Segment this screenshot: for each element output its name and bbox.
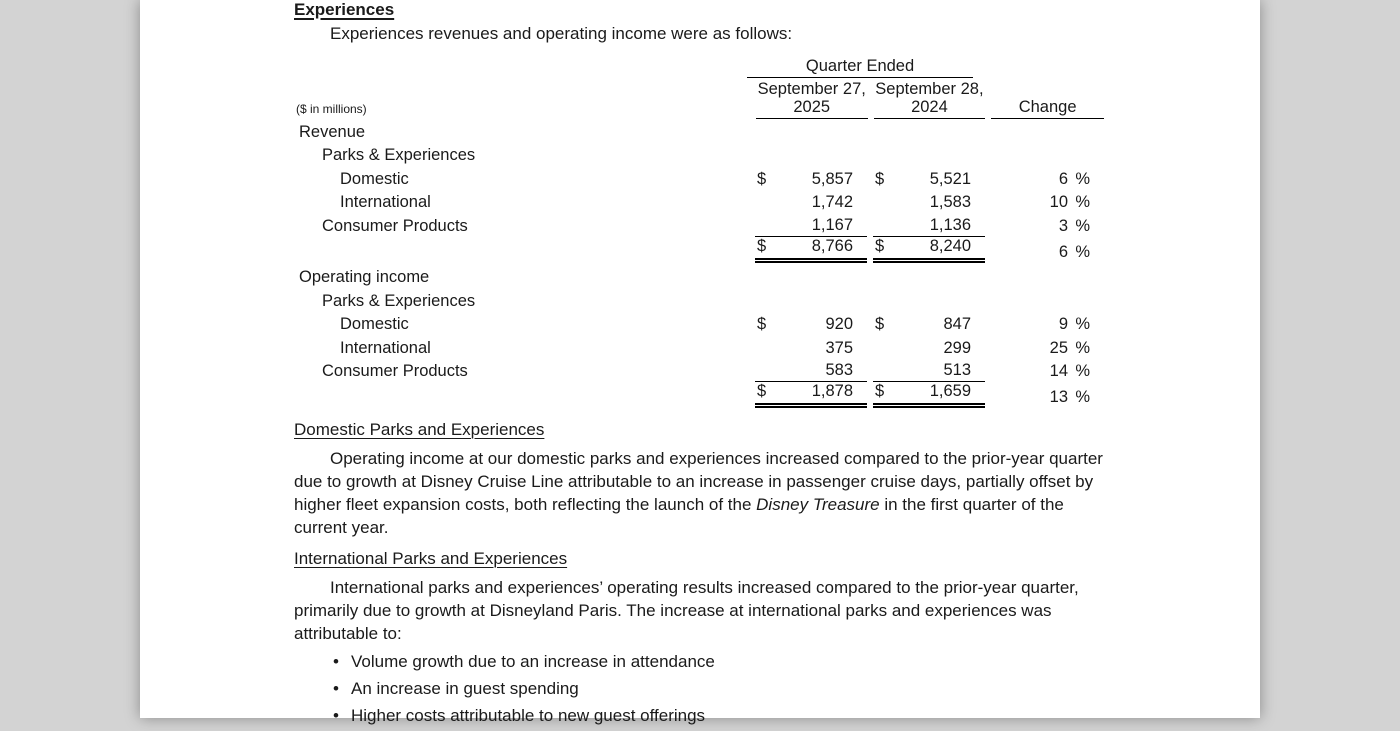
international-heading: International Parks and Experiences: [294, 549, 568, 568]
bullet-list: [294, 650, 1104, 727]
value-2025: 920: [825, 315, 853, 333]
change-value: 9: [1058, 315, 1068, 333]
table-row-oi-consumer-products: Consumer Products 583 513 14 %: [322, 361, 1090, 380]
table-header-row-dates: [294, 78, 1104, 119]
value-2025: 1,742: [811, 193, 853, 211]
international-paragraph: International parks and experiences’ operating results increased compared to the prior-year quarter, primarily due to growth at Disneyland Paris. The increase at international parks and experiences was attributable to:: [294, 578, 1079, 643]
dollar-sign: $: [757, 382, 767, 400]
percent-sign: %: [1075, 338, 1090, 357]
document-page: [140, 0, 1260, 725]
value-2025: 1,167: [811, 215, 853, 234]
percent-sign: %: [1075, 216, 1090, 235]
list-item: • Volume growth due to an increase in attendance: [333, 652, 715, 671]
table-row-oi-international: International 375 299 25 %: [340, 338, 1090, 357]
change-value: 3: [1058, 216, 1068, 235]
change-value: 6: [1058, 242, 1068, 261]
dollar-sign: $: [875, 169, 885, 188]
value-2024: 8,240: [929, 236, 971, 255]
list-item: • An increase in guest spending: [333, 679, 579, 698]
value-2025: 5,857: [811, 169, 853, 188]
value-2024: 299: [943, 338, 971, 357]
domestic-paragraph: Operating income at our domestic parks and experiences increased compared to the prior-year quarter due to growth at Disney Cruise Line attributable to an increase in passenger cruise days, partially offset by higher fleet expansion costs, both reflecting the launch of the Disney Treasure in the first quarter of the current year.: [294, 449, 1103, 537]
table-row-oi-total: [294, 382, 1104, 410]
table-row-revenue-total: [294, 237, 1104, 265]
value-2025: 1,878: [811, 382, 853, 400]
value-2024: 5,521: [929, 169, 971, 188]
quarter-ended-header: Quarter Ended: [747, 55, 973, 78]
change-value: 6: [1058, 169, 1068, 188]
change-value: 14: [1049, 362, 1068, 380]
change-value: 10: [1049, 193, 1068, 211]
italic-title: Disney Treasure: [756, 495, 880, 514]
value-2024: 1,583: [929, 193, 971, 211]
units-note: ($ in millions): [296, 102, 367, 116]
column-header-2025: September 27, 2025: [756, 80, 868, 119]
percent-sign: %: [1075, 242, 1090, 261]
dollar-sign: $: [875, 236, 885, 255]
table-row-operating-income: Operating income: [299, 268, 430, 286]
percent-sign: %: [1075, 362, 1090, 380]
table-header-row-quarter: [294, 53, 1104, 78]
table-row-revenue: Revenue: [299, 122, 366, 141]
bullet-icon: •: [333, 679, 339, 698]
intro-text: Experiences revenues and operating income were as follows:: [330, 24, 793, 43]
document-content: [294, 0, 1104, 731]
bullet-icon: •: [333, 706, 339, 725]
value-2025: 8,766: [811, 236, 853, 255]
value-2024: 1,659: [929, 382, 971, 400]
percent-sign: %: [1075, 193, 1090, 211]
value-2024: 847: [943, 315, 971, 333]
value-2025: 583: [825, 361, 853, 379]
financial-table: [294, 53, 1104, 410]
column-header-change: Change: [991, 98, 1104, 119]
percent-sign: %: [1075, 388, 1090, 406]
table-row-revenue-domestic: Domestic $ 5,857 $ 5,521 6 %: [340, 169, 1090, 188]
change-value: 13: [1049, 388, 1068, 406]
bullet-icon: •: [333, 652, 339, 671]
change-value: 25: [1049, 338, 1068, 357]
table-row-revenue-consumer-products: Consumer Products 1,167 1,136 3 %: [322, 215, 1090, 235]
column-header-2024: September 28, 2024: [874, 80, 986, 119]
section-heading: Experiences: [294, 0, 395, 19]
list-item: • Higher costs attributable to new guest offerings: [333, 706, 706, 725]
table-row-parks-experiences: Parks & Experiences: [322, 146, 476, 164]
dollar-sign: $: [757, 236, 767, 255]
domestic-heading: Domestic Parks and Experiences: [294, 420, 545, 439]
dollar-sign: $: [757, 315, 767, 333]
table-row-revenue-international: International 1,742 1,583 10 %: [340, 193, 1090, 211]
value-2025: 375: [825, 338, 853, 357]
dollar-sign: $: [757, 169, 767, 188]
value-2024: 1,136: [929, 215, 971, 234]
value-2024: 513: [943, 361, 971, 379]
table-row-oi-domestic: Domestic $ 920 $ 847 9 %: [340, 315, 1090, 333]
percent-sign: %: [1075, 315, 1090, 333]
dollar-sign: $: [875, 315, 885, 333]
percent-sign: %: [1075, 169, 1090, 188]
dollar-sign: $: [875, 382, 885, 400]
table-row-parks-experiences: Parks & Experiences: [322, 291, 476, 310]
